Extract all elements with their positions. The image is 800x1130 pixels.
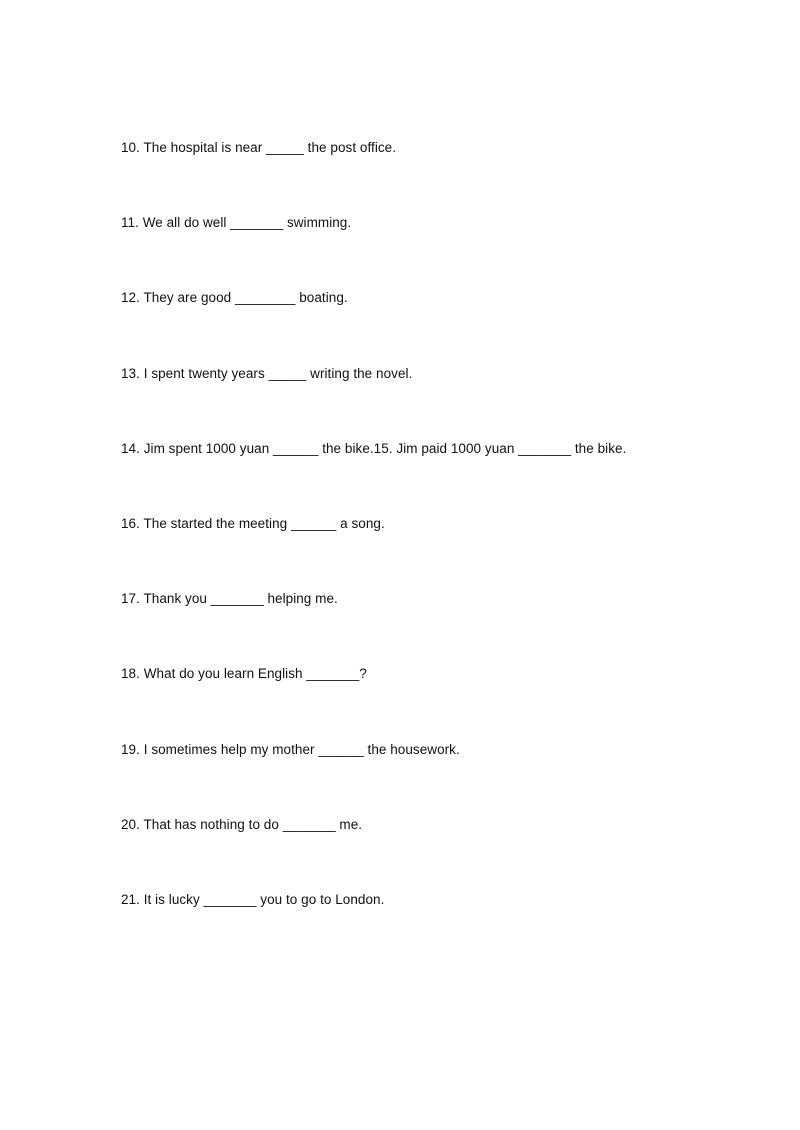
- question-item: 11. We all do well _______ swimming.: [121, 215, 352, 231]
- question-item: 16. The started the meeting ______ a song.: [121, 515, 385, 531]
- question-item: 18. What do you learn English _______?: [121, 666, 367, 682]
- question-item: 14. Jim spent 1000 yuan ______ the bike.15. Jim paid 1000 yuan _______ the bike.: [121, 440, 627, 456]
- question-list: [121, 140, 721, 967]
- question-item: 12. They are good ________ boating.: [121, 290, 348, 306]
- question-item: 20. That has nothing to do _______ me.: [121, 816, 363, 832]
- question-item: 13. I spent twenty years _____ writing the novel.: [121, 365, 413, 381]
- question-item: 17. Thank you _______ helping me.: [121, 591, 338, 607]
- question-item: 10. The hospital is near _____ the post office.: [121, 140, 397, 155]
- question-item: 19. I sometimes help my mother ______ the housework.: [121, 741, 460, 757]
- question-item: 21. It is lucky _______ you to go to London.: [121, 891, 385, 907]
